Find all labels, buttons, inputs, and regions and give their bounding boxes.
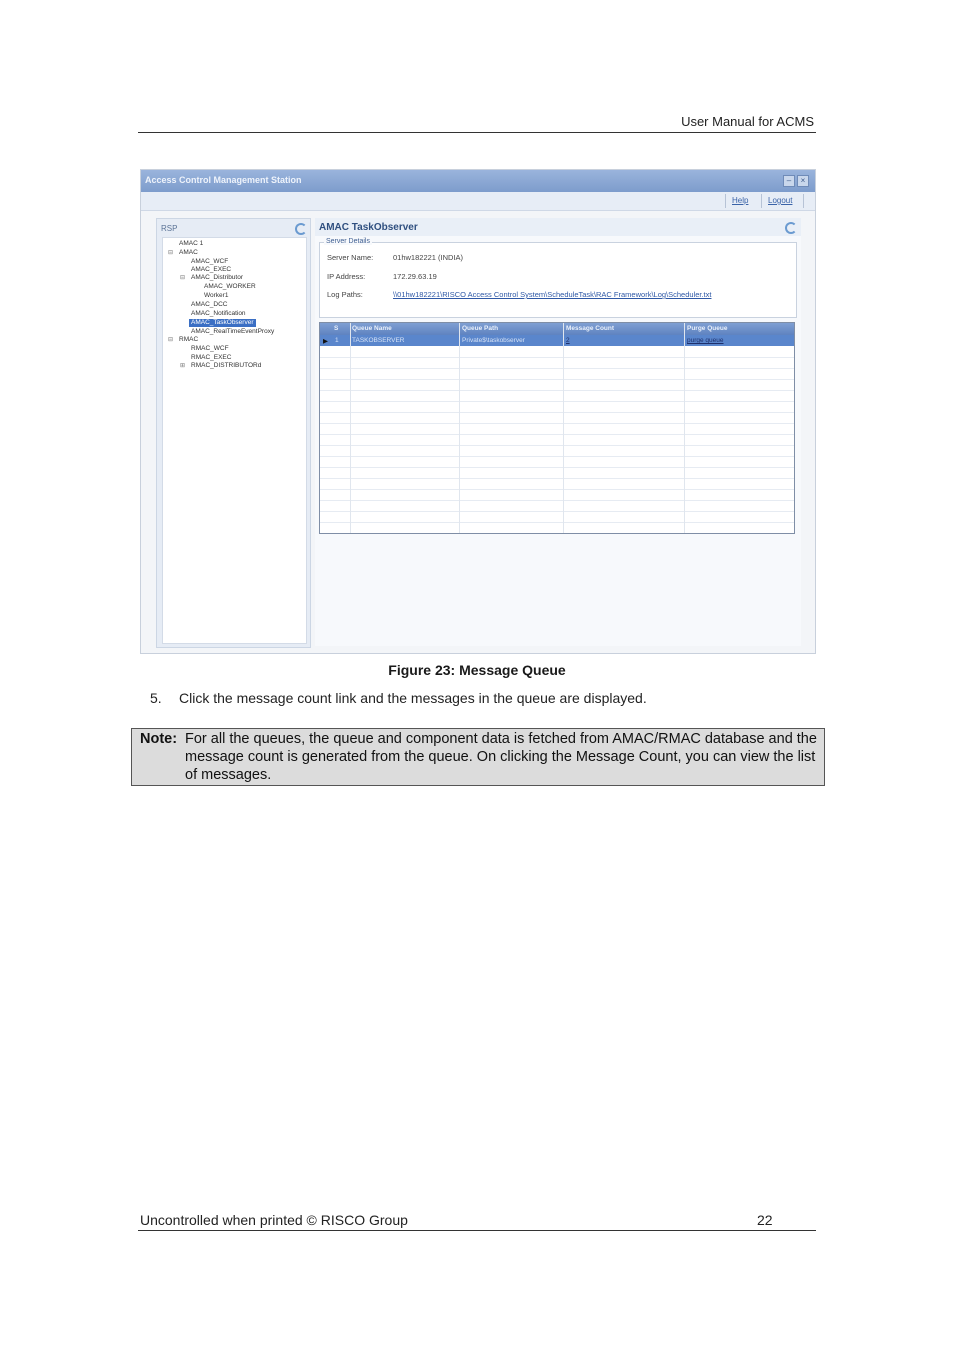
- row-number: 1: [335, 337, 339, 344]
- rsp-panel-title: RSP: [161, 224, 178, 233]
- component-tree: [162, 237, 307, 644]
- server-details: [319, 238, 797, 318]
- note-box: [131, 728, 825, 786]
- tree-node-selected[interactable]: AMAC_TaskObserver: [191, 319, 254, 326]
- footer-text: Uncontrolled when printed © RISCO Group: [140, 1212, 408, 1228]
- col-queue-name[interactable]: Queue Name: [352, 325, 392, 332]
- col-queue-path[interactable]: Queue Path: [462, 325, 499, 332]
- ip-value: 172.29.63.19: [393, 272, 437, 281]
- toolbar: [141, 192, 815, 211]
- step-5: [150, 690, 647, 706]
- collapse-icon[interactable]: ⊟: [168, 250, 174, 256]
- step-number: 5.: [150, 690, 162, 706]
- row-pointer-icon: ▶: [323, 338, 328, 345]
- tree-node[interactable]: AMAC 1: [179, 240, 204, 247]
- logout-link[interactable]: Logout: [768, 196, 793, 205]
- grid-header: [320, 323, 794, 335]
- collapse-icon[interactable]: ⊟: [168, 337, 174, 343]
- window-title: Access Control Management Station: [145, 175, 302, 185]
- tree-node[interactable]: AMAC_RealTimeEventProxy: [191, 328, 275, 335]
- expand-icon[interactable]: ⊞: [180, 363, 186, 369]
- server-name-value: 01hw182221 (INDIA): [393, 253, 464, 262]
- header-title: User Manual for ACMS: [681, 114, 814, 129]
- tree-node[interactable]: AMAC_Distributor: [191, 274, 244, 281]
- tree-node[interactable]: RMAC_DISTRIBUTORd: [191, 362, 262, 369]
- tree-node[interactable]: RMAC_WCF: [191, 345, 229, 352]
- tree-node[interactable]: AMAC: [179, 249, 198, 256]
- server-name-label: Server Name:: [327, 253, 374, 262]
- figure-screenshot: [140, 169, 816, 654]
- table-row[interactable]: [320, 335, 794, 346]
- purge-queue-link[interactable]: purge queue: [687, 337, 724, 344]
- col-message-count[interactable]: Message Count: [566, 325, 615, 332]
- rsp-panel: [156, 218, 311, 648]
- minimize-icon[interactable]: –: [783, 175, 795, 187]
- queue-path-cell: Private$\taskobserver: [462, 337, 525, 344]
- footer-rule: [138, 1230, 816, 1231]
- tree-node[interactable]: RMAC: [179, 336, 199, 343]
- close-icon[interactable]: ×: [797, 175, 809, 187]
- taskobserver-panel: [315, 218, 801, 646]
- log-path-link[interactable]: \\01hw182221\RISCO Access Control System\ScheduleTask\RAC Framework\Log\Scheduler.txt: [393, 290, 712, 299]
- tree-node[interactable]: AMAC_WCF: [191, 258, 229, 265]
- tree-node[interactable]: AMAC_DCC: [191, 301, 228, 308]
- tree-node[interactable]: Worker1: [204, 292, 229, 299]
- ip-label: IP Address:: [327, 272, 366, 281]
- help-link[interactable]: Help: [732, 196, 749, 205]
- refresh-icon[interactable]: [785, 222, 797, 234]
- panel-title: AMAC TaskObserver: [319, 222, 418, 233]
- note-label: Note:: [140, 731, 178, 747]
- step-text: Click the message count link and the messages in the queue are displayed.: [179, 690, 647, 706]
- tree-node[interactable]: AMAC_WORKER: [204, 283, 256, 290]
- tree-node[interactable]: AMAC_Notification: [191, 310, 246, 317]
- col-purge-queue[interactable]: Purge Queue: [687, 325, 728, 332]
- log-label: Log Paths:: [327, 290, 363, 299]
- note-text: For all the queues, the queue and component data is fetched from AMAC/RMAC database and the message count is generated from the queue. On clicking the Message Count, you can view the list of messages.: [185, 731, 817, 783]
- message-count-link[interactable]: 2: [566, 337, 570, 344]
- tree-node[interactable]: RMAC_EXEC: [191, 354, 232, 361]
- collapse-icon[interactable]: ⊟: [180, 275, 186, 281]
- figure-caption: Figure 23: Message Queue: [388, 662, 566, 678]
- queue-grid: [319, 322, 795, 534]
- window-titlebar: [141, 170, 815, 192]
- tree-node[interactable]: AMAC_EXEC: [191, 266, 232, 273]
- refresh-icon[interactable]: [295, 223, 307, 235]
- header-rule: [138, 132, 816, 133]
- server-details-legend: Server Details: [326, 238, 370, 245]
- col-s[interactable]: S: [334, 325, 339, 332]
- queue-name-cell: TASKOBSERVER: [352, 337, 405, 344]
- page-number: 22: [757, 1212, 773, 1228]
